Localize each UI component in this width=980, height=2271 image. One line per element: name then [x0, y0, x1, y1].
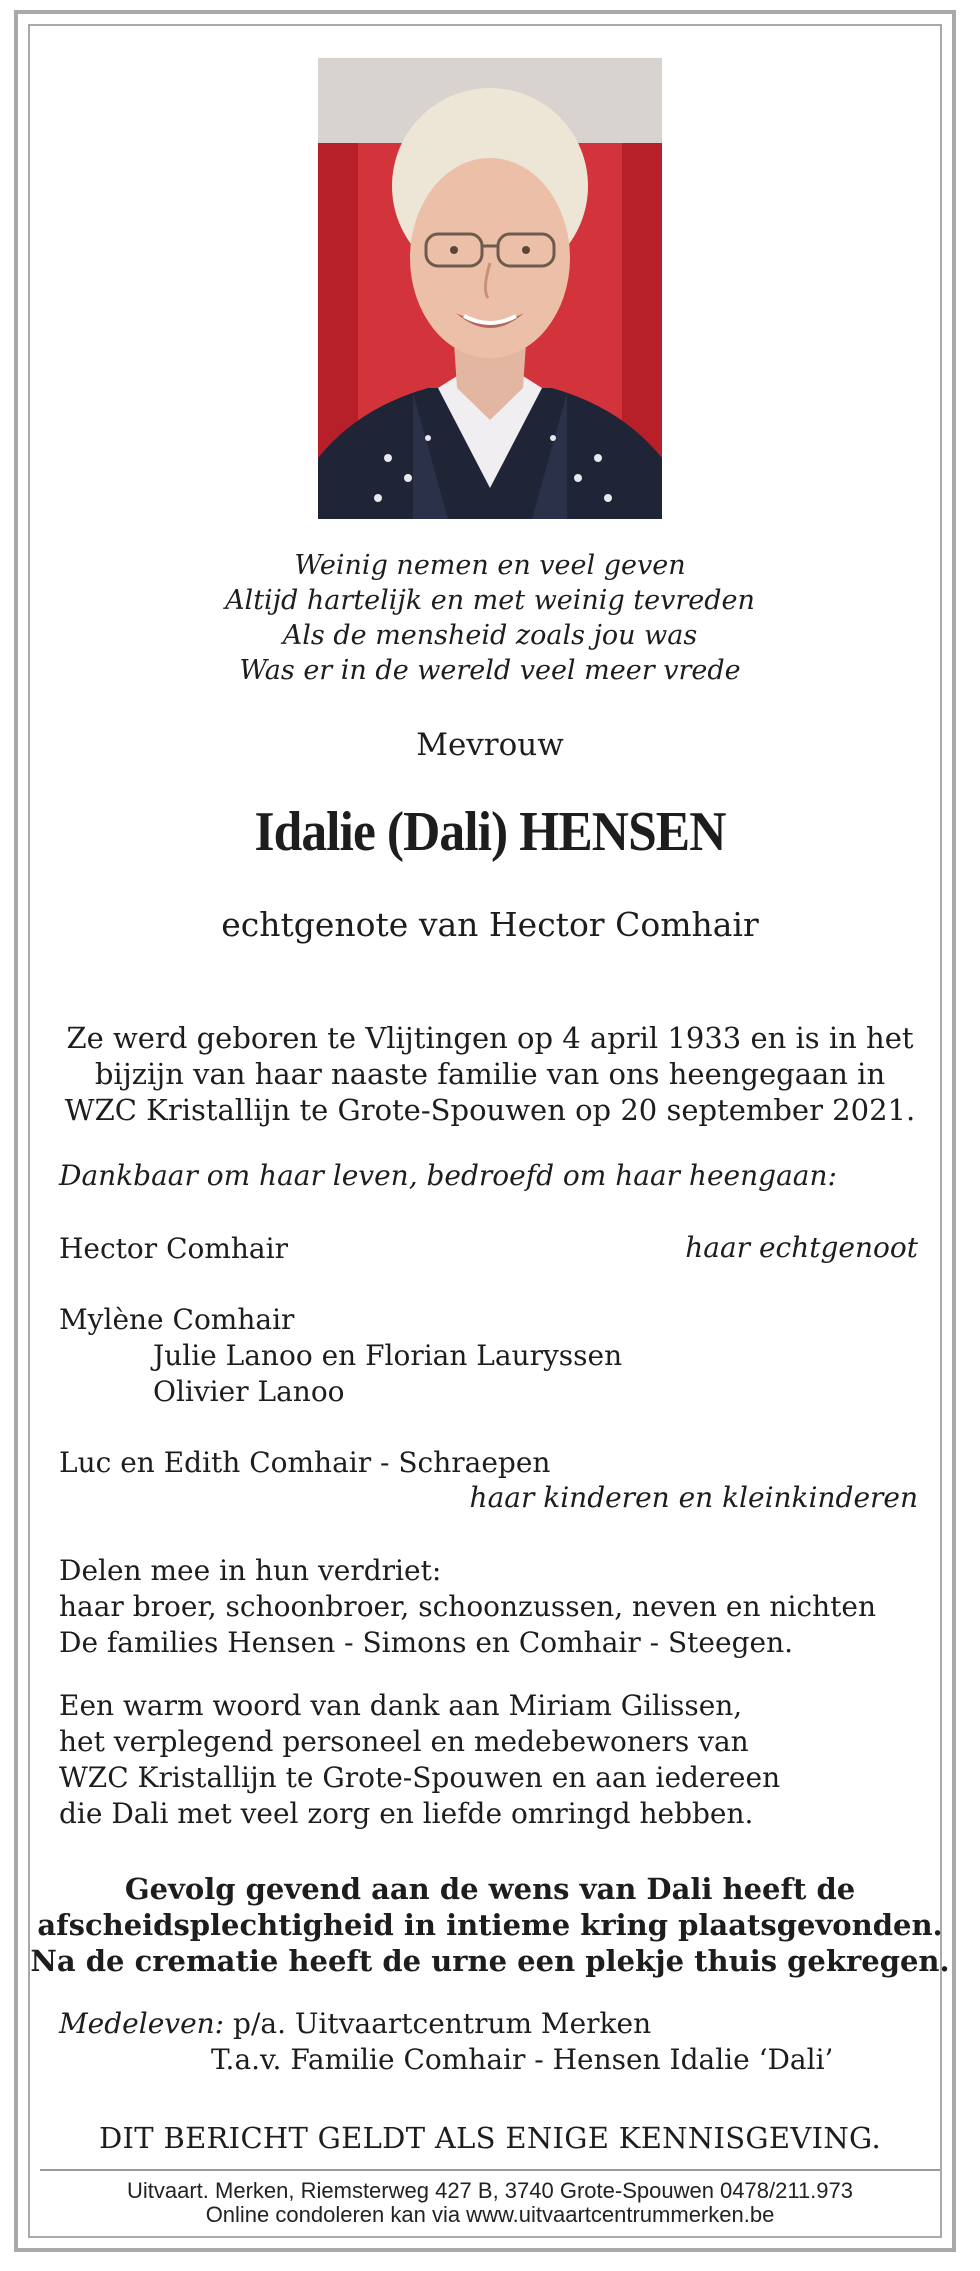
- grateful-line: Dankbaar om haar leven, bedroefd om haar heengaan:: [59, 1159, 837, 1192]
- thanks-line: WZC Kristallijn te Grote-Spouwen en aan iedereen: [59, 1761, 781, 1794]
- portrait-illustration: [318, 58, 662, 519]
- footer-website: Online condoleren kan via www.uitvaartcentrummerken.be: [205, 2202, 775, 2227]
- child-name: Mylène Comhair: [59, 1303, 295, 1336]
- footer-address: Uitvaart. Merken, Riemsterweg 427 B, 3740 Grote-Spouwen 0478/211.973: [127, 2178, 853, 2203]
- condolence-attention: T.a.v. Familie Comhair - Hensen Idalie ‘Dali’: [211, 2043, 834, 2076]
- ceremony-line: afscheidsplechtigheid in intieme kring plaatsgevonden.: [37, 1908, 943, 1942]
- grandchild-name: Olivier Lanoo: [153, 1375, 345, 1408]
- share-grief: [59, 1553, 876, 1661]
- memorial-poem: [0, 548, 980, 688]
- ceremony-notice: [0, 1871, 980, 1979]
- child-name: Luc en Edith Comhair - Schraepen: [59, 1446, 551, 1479]
- husband-role: haar echtgenoot: [685, 1231, 918, 1264]
- ceremony-line: Gevolg gevend aan de wens van Dali heeft de: [124, 1872, 856, 1906]
- bio-line: bijzijn van haar naaste familie van ons heengegaan in: [94, 1057, 886, 1091]
- share-line: Delen mee in hun verdriet:: [59, 1554, 442, 1587]
- poem-line: Was er in de wereld veel meer vrede: [239, 655, 741, 686]
- salutation: Mevrouw: [416, 727, 564, 763]
- ceremony-line: Na de crematie heeft de urne een plekje thuis gekregen.: [30, 1944, 950, 1978]
- thanks-block: [59, 1688, 780, 1832]
- thanks-line: die Dali met veel zorg en liefde omringd hebben.: [59, 1797, 754, 1830]
- condolence-address: p/a. Uitvaartcentrum Merken: [233, 2007, 652, 2040]
- family-list: [59, 1302, 622, 1410]
- poem-line: Als de mensheid zoals jou was: [282, 620, 698, 651]
- poem-line: Weinig nemen en veel geven: [294, 550, 686, 581]
- condolence-block: [59, 2006, 833, 2078]
- bio-line: Ze werd geboren te Vlijtingen op 4 april 1933 en is in het: [66, 1021, 914, 1055]
- spouse-line: echtgenote van Hector Comhair: [221, 905, 759, 944]
- deceased-name: Idalie (Dali) HENSEN: [254, 801, 726, 863]
- children-role: haar kinderen en kleinkinderen: [469, 1481, 918, 1514]
- thanks-line: het verplegend personeel en medebewoners van: [59, 1725, 749, 1758]
- bio-line: WZC Kristallijn te Grote-Spouwen op 20 september 2021.: [64, 1093, 916, 1127]
- footer: [0, 2179, 980, 2227]
- footer-divider: [40, 2169, 940, 2171]
- share-line: De families Hensen - Simons en Comhair - Steegen.: [59, 1626, 794, 1659]
- condolence-label: Medeleven:: [59, 2007, 225, 2040]
- poem-line: Altijd hartelijk en met weinig tevreden: [225, 585, 755, 616]
- portrait-photo: [318, 58, 662, 519]
- share-line: haar broer, schoonbroer, schoonzussen, neven en nichten: [59, 1590, 876, 1623]
- thanks-line: Een warm woord van dank aan Miriam Gilissen,: [59, 1689, 743, 1722]
- notice: DIT BERICHT GELDT ALS ENIGE KENNISGEVING.: [99, 2121, 881, 2155]
- husband-name: Hector Comhair: [59, 1232, 288, 1265]
- grandchild-name: Julie Lanoo en Florian Lauryssen: [153, 1339, 623, 1372]
- biography: [0, 1020, 980, 1128]
